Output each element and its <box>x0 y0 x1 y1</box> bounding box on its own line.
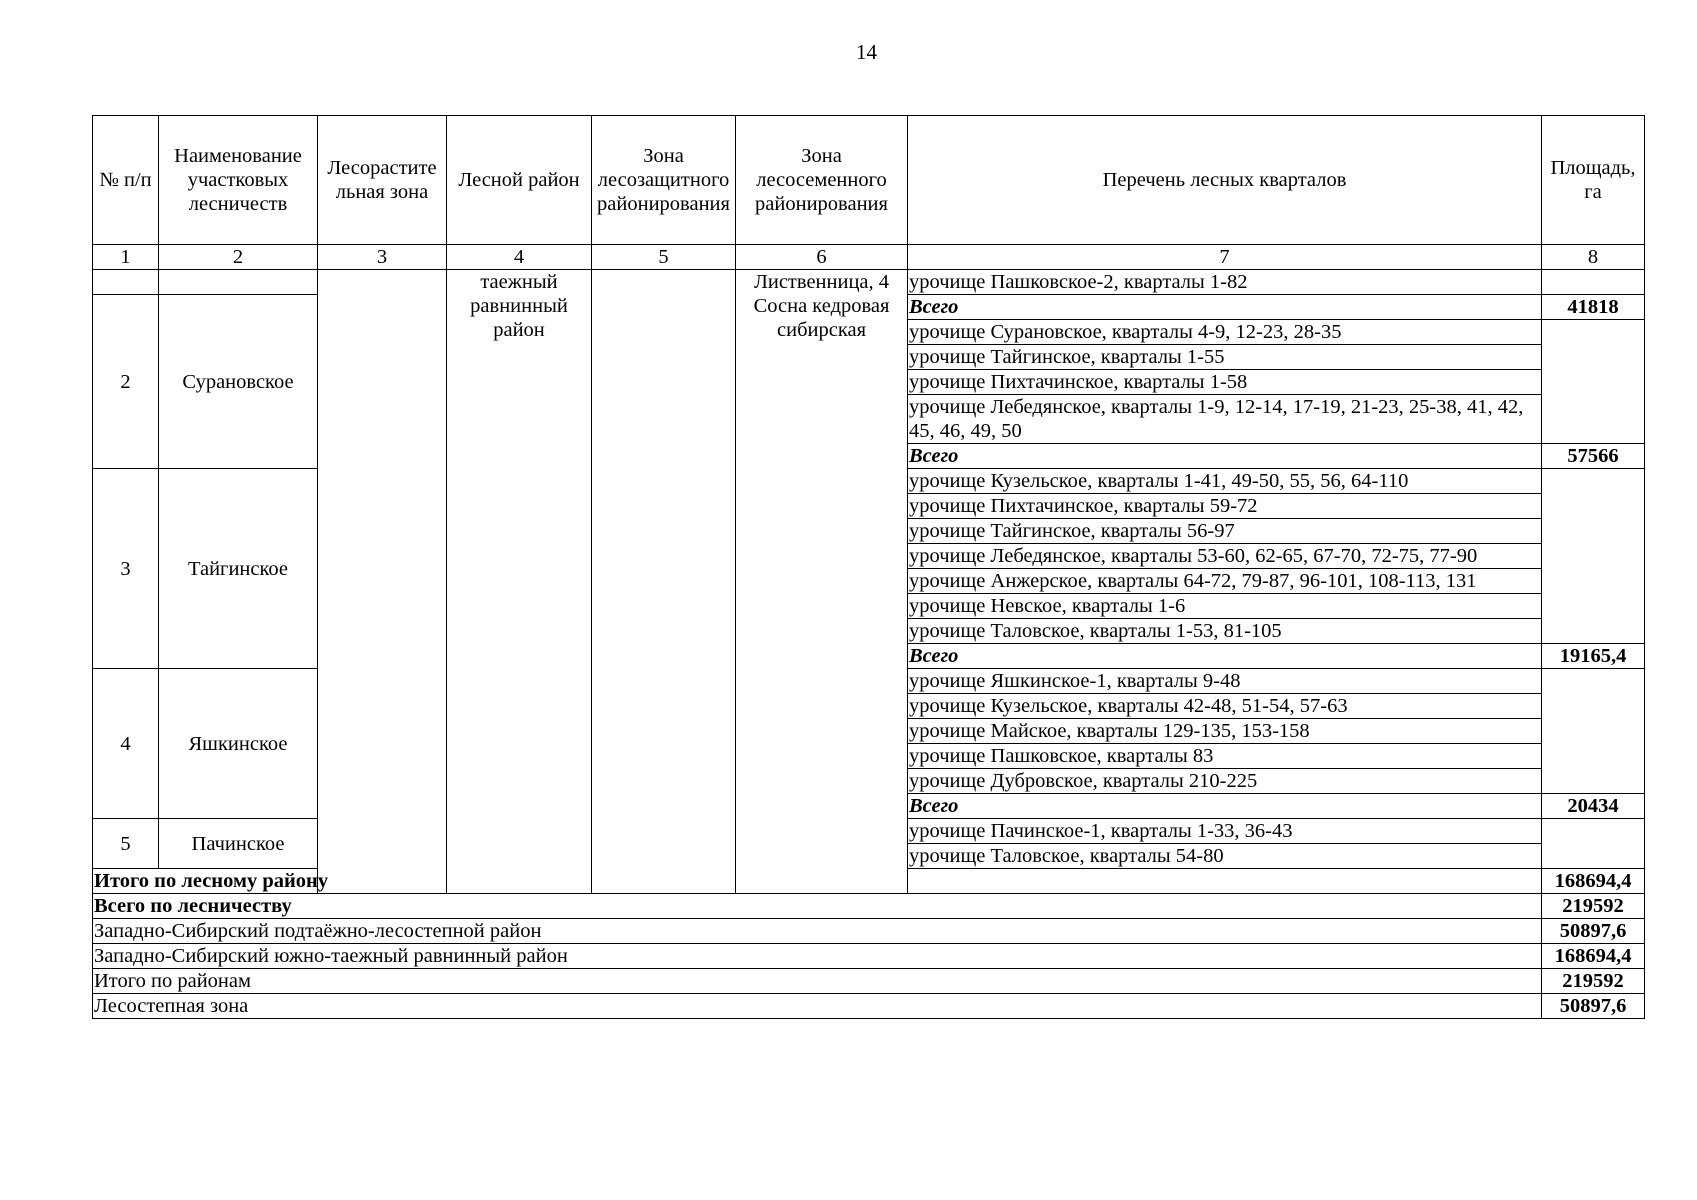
forestry-number: 4 <box>93 669 159 819</box>
total-label: Всего <box>908 444 1542 469</box>
area-total: 41818 <box>1542 295 1645 320</box>
column-number: 3 <box>318 245 447 270</box>
protection-zone-cell <box>592 270 736 894</box>
quarter-item: урочище Тайгинское, кварталы 1-55 <box>908 345 1542 370</box>
area-cell <box>1542 669 1645 794</box>
summary-label: Всего по лесничеству <box>93 894 1542 919</box>
column-number: 8 <box>1542 245 1645 270</box>
forestry-number: 2 <box>93 295 159 469</box>
forestry-name: Яшкинское <box>159 669 318 819</box>
quarter-item: урочище Кузельское, кварталы 42-48, 51-54, 57-63 <box>908 694 1542 719</box>
summary-row <box>93 894 1645 919</box>
summary-value: 168694,4 <box>1542 944 1645 969</box>
forest-district-cell: таежный равнинный район <box>447 270 592 894</box>
column-number: 5 <box>592 245 736 270</box>
total-label: Всего <box>908 794 1542 819</box>
summary-value: 219592 <box>1542 969 1645 994</box>
column-number: 7 <box>908 245 1542 270</box>
summary-label: Лесостепная зона <box>93 994 1542 1019</box>
summary-row <box>93 919 1645 944</box>
quarter-item: урочище Невское, кварталы 1-6 <box>908 594 1542 619</box>
header-col-quarters-list: Перечень лесных кварталов <box>908 116 1542 245</box>
header-col-forest-district: Лесной район <box>447 116 592 245</box>
column-number: 6 <box>736 245 908 270</box>
quarter-item: урочище Пашковское, кварталы 83 <box>908 744 1542 769</box>
header-row <box>93 116 1645 245</box>
total-label: Всего <box>908 295 1542 320</box>
vegetation-zone-cell <box>318 270 447 894</box>
quarter-item: урочище Пихтачинское, кварталы 59-72 <box>908 494 1542 519</box>
quarter-item: урочище Пашковское-2, кварталы 1-82 <box>908 270 1542 295</box>
column-number-row <box>93 245 1645 270</box>
forestry-table <box>92 115 1645 1019</box>
header-col-number: № п/п <box>93 116 159 245</box>
quarter-item: урочище Лебедянское, кварталы 1-9, 12-14, 17-19, 21-23, 25-38, 41, 42, 45, 46, 49, 50 <box>908 395 1542 444</box>
summary-value: 168694,4 <box>1542 869 1645 894</box>
summary-label: Итого по районам <box>93 969 1542 994</box>
area-total: 19165,4 <box>1542 644 1645 669</box>
quarter-item: урочище Дубровское, кварталы 210-225 <box>908 769 1542 794</box>
forestry-name: Пачинское <box>159 819 318 869</box>
area-total: 20434 <box>1542 794 1645 819</box>
quarter-item: урочище Таловское, кварталы 1-53, 81-105 <box>908 619 1542 644</box>
forestry-number: 3 <box>93 469 159 669</box>
column-number: 2 <box>159 245 318 270</box>
summary-row <box>93 869 1645 894</box>
column-number: 1 <box>93 245 159 270</box>
area-cell <box>1542 320 1645 444</box>
summary-row <box>93 994 1645 1019</box>
quarter-item: урочище Сурановское, кварталы 4-9, 12-23, 28-35 <box>908 320 1542 345</box>
forestry-name: Тайгинское <box>159 469 318 669</box>
empty-cell <box>93 270 159 295</box>
quarter-item: урочище Яшкинское-1, кварталы 9-48 <box>908 669 1542 694</box>
quarter-item: урочище Лебедянское, кварталы 53-60, 62-65, 67-70, 72-75, 77-90 <box>908 544 1542 569</box>
header-col-forestry-name: Наименование участковых лесничеств <box>159 116 318 245</box>
summary-row <box>93 969 1645 994</box>
quarter-item: урочище Пачинское-1, кварталы 1-33, 36-43 <box>908 819 1542 844</box>
summary-value: 219592 <box>1542 894 1645 919</box>
total-label: Всего <box>908 644 1542 669</box>
area-total: 57566 <box>1542 444 1645 469</box>
summary-value: 50897,6 <box>1542 994 1645 1019</box>
table-row <box>93 270 1645 295</box>
quarter-item: урочище Тайгинское, кварталы 56-97 <box>908 519 1542 544</box>
forestry-number: 5 <box>93 819 159 869</box>
seed-zone-cell: Лиственница, 4 Сосна кедровая сибирская <box>736 270 908 894</box>
summary-value: 50897,6 <box>1542 919 1645 944</box>
forestry-name: Сурановское <box>159 295 318 469</box>
area-cell <box>1542 819 1645 869</box>
summary-label: Западно-Сибирский южно-таежный равнинный район <box>93 944 1542 969</box>
page-number: 14 <box>856 40 877 64</box>
quarter-item: урочище Анжерское, кварталы 64-72, 79-87, 96-101, 108-113, 131 <box>908 569 1542 594</box>
quarter-item: урочище Майское, кварталы 129-135, 153-158 <box>908 719 1542 744</box>
summary-row <box>93 944 1645 969</box>
quarter-item: урочище Таловское, кварталы 54-80 <box>908 844 1542 869</box>
quarter-item: урочище Пихтачинское, кварталы 1-58 <box>908 370 1542 395</box>
area-cell <box>1542 469 1645 644</box>
header-col-seed-zone: Зона лесосеменного районирования <box>736 116 908 245</box>
forestry-table-container <box>92 115 1645 1019</box>
summary-label: Западно-Сибирский подтаёжно-лесостепной район <box>93 919 1542 944</box>
header-col-protection-zone: Зона лесозащитного районирования <box>592 116 736 245</box>
header-col-area: Площадь, га <box>1542 116 1645 245</box>
area-cell <box>1542 270 1645 295</box>
empty-cell <box>159 270 318 295</box>
summary-label: Итого по лесному району <box>93 869 1542 894</box>
header-col-vegetation-zone: Лесорастите льная зона <box>318 116 447 245</box>
column-number: 4 <box>447 245 592 270</box>
quarter-item: урочище Кузельское, кварталы 1-41, 49-50, 55, 56, 64-110 <box>908 469 1542 494</box>
